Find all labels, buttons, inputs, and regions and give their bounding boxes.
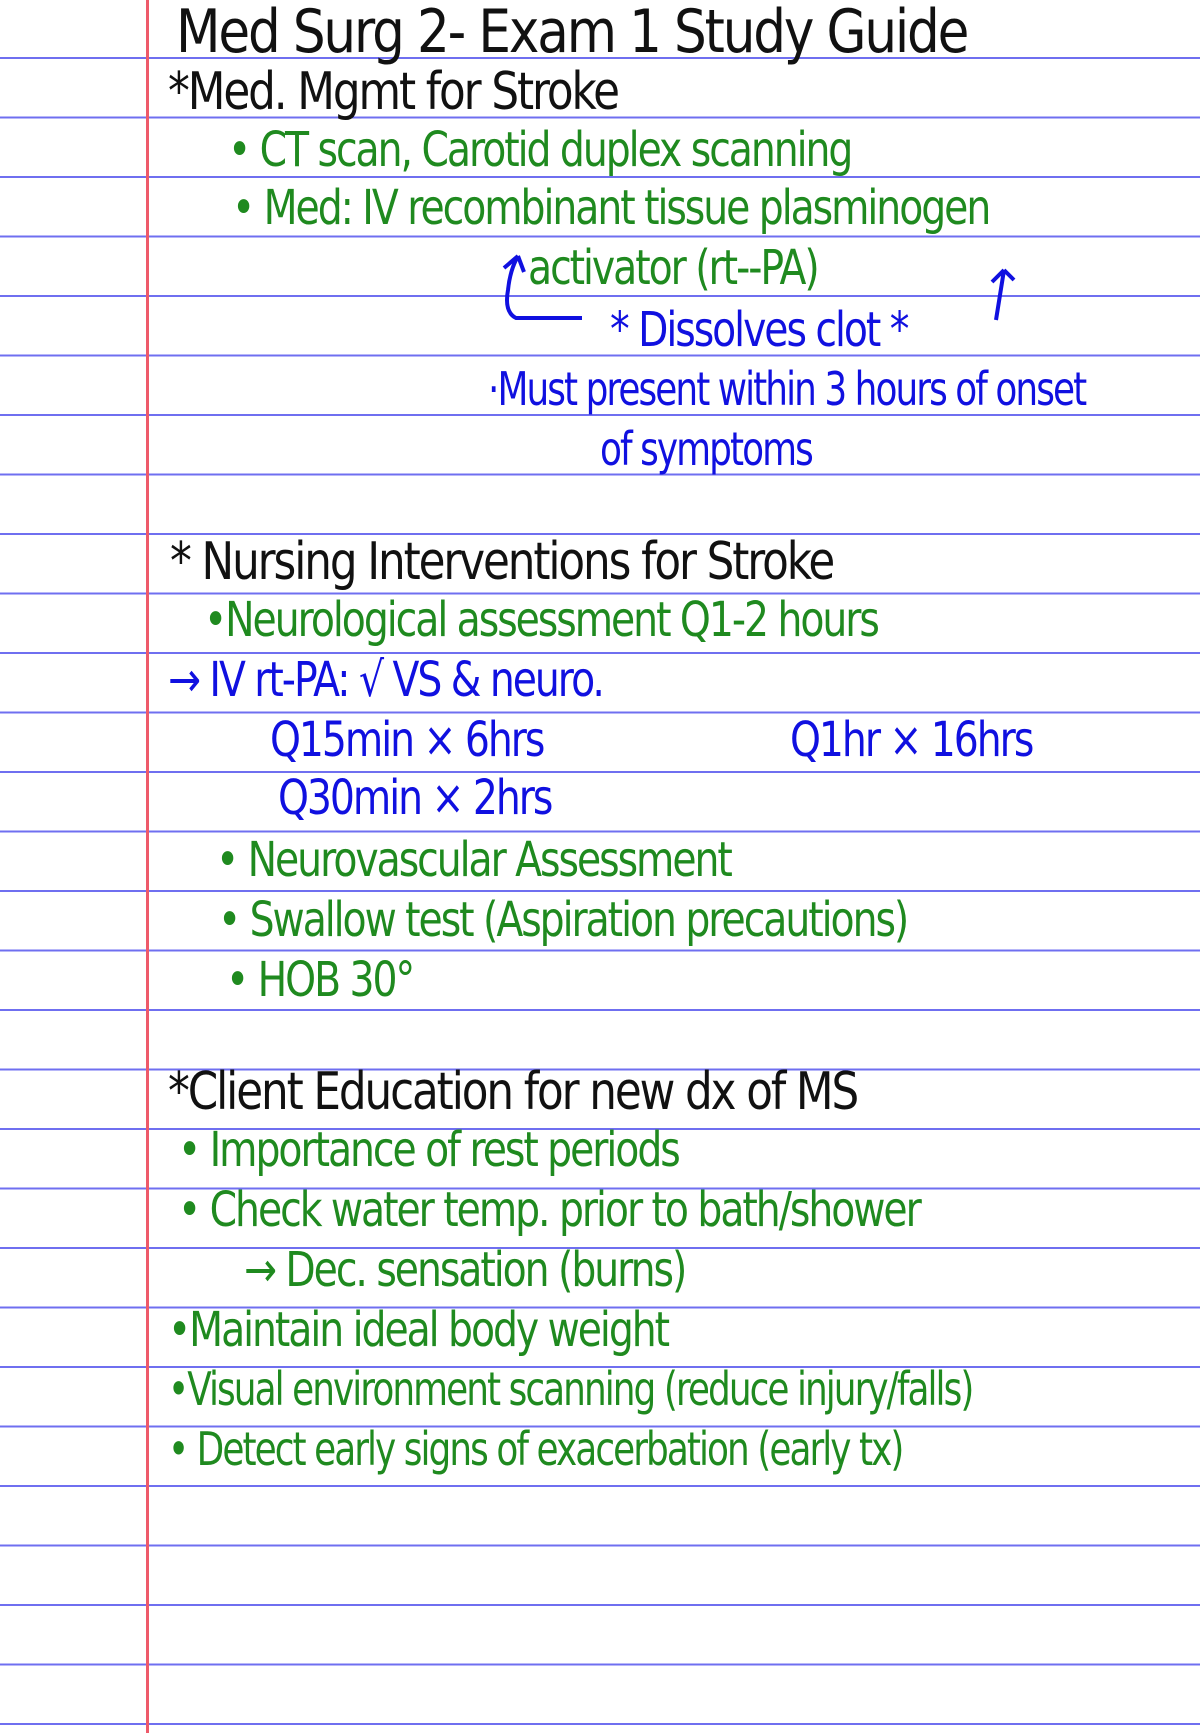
- frequency-q15min: Q15min × 6hrs: [270, 712, 544, 768]
- bullet-iv-rtpa-continued: activator (rt--PA): [528, 240, 818, 296]
- bullet-neuro-assessment: •Neurological assessment Q1-2 hours: [204, 592, 878, 648]
- up-arrow-icon: [990, 264, 1020, 324]
- bullet-exacerbation: • Detect early signs of exacerbation (early tx): [168, 1422, 903, 1476]
- bullet-swallow-test: • Swallow test (Aspiration precautions): [218, 892, 908, 948]
- bullet-neurovascular: • Neurovascular Assessment: [216, 832, 731, 888]
- page-title: Med Surg 2- Exam 1 Study Guide: [176, 0, 968, 67]
- frequency-q30min: Q30min × 2hrs: [278, 770, 552, 826]
- note-of-symptoms: of symptoms: [600, 422, 812, 476]
- sub-dec-sensation: → Dec. sensation (burns): [244, 1242, 686, 1298]
- section-heading-client-education: *Client Education for new dx of MS: [168, 1062, 858, 1122]
- curved-arrow-icon: [496, 250, 586, 330]
- iv-rtpa-vitals-line: → IV rt-PA: √ VS & neuro.: [168, 652, 603, 708]
- bullet-iv-rtpa: • Med: IV recombinant tissue plasminogen: [232, 180, 990, 236]
- margin-line: [146, 0, 149, 1733]
- note-dissolves-clot: * Dissolves clot *: [610, 302, 908, 358]
- bullet-body-weight: •Maintain ideal body weight: [168, 1302, 669, 1358]
- note-within-3-hours: ·Must present within 3 hours of onset: [488, 362, 1086, 416]
- bullet-hob: • HOB 30°: [226, 952, 414, 1008]
- section-heading-stroke-mgmt: *Med. Mgmt for Stroke: [168, 62, 618, 122]
- bullet-ct-scan: • CT scan, Carotid duplex scanning: [228, 122, 852, 178]
- section-heading-nursing-interventions: * Nursing Interventions for Stroke: [170, 532, 834, 592]
- bullet-water-temp: • Check water temp. prior to bath/shower: [178, 1182, 920, 1238]
- bullet-rest-periods: • Importance of rest periods: [178, 1122, 679, 1178]
- bullet-visual-scanning: •Visual environment scanning (reduce injury/falls): [168, 1362, 973, 1416]
- frequency-q1hr: Q1hr × 16hrs: [790, 712, 1033, 768]
